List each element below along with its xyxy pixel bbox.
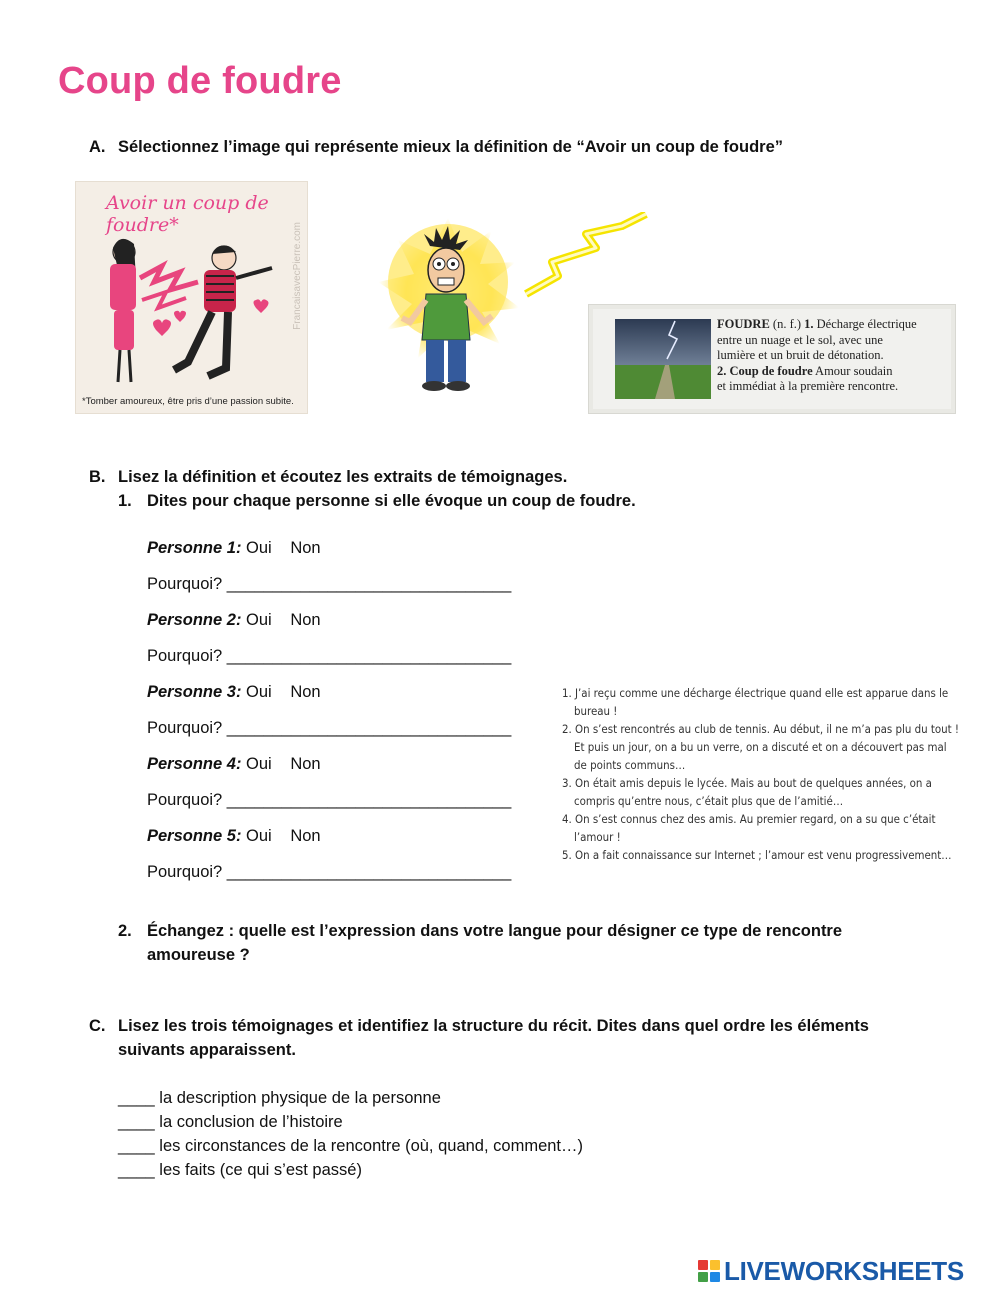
question-b2-label: 2. (118, 922, 132, 940)
order-items (118, 1086, 818, 1182)
oui-option[interactable]: Oui (246, 683, 272, 701)
person-row (147, 824, 547, 860)
liveworksheets-logo (698, 1257, 964, 1285)
person-row (147, 752, 547, 788)
def-line4-rest: Amour soudain (812, 363, 893, 378)
temoignage-item: 3. On était amis depuis le lycée. Mais au bout de quelques années, on a compris qu’entre nous, c’était plus que de l’amitié… (562, 776, 932, 808)
non-option[interactable]: Non (290, 611, 321, 629)
question-b2-line1: Échangez : quelle est l’expression dans votre langue pour désigner ce type de rencontre (147, 922, 843, 940)
temoignage-item: 2. On s’est rencontrés au club de tennis. Au début, il ne m’a pas plu du tout ! Et puis un jour, on a bu un verre, on a discuté et on a découvert pas mal de points communs… (562, 722, 960, 772)
pourquoi-line[interactable]: Pourquoi? _______________________________ (147, 575, 512, 593)
def-line1-end: Décharge électrique (813, 317, 917, 331)
person-label: Personne 2: (147, 611, 242, 629)
temoignage-item: 1. J’ai reçu comme une décharge électrique quand elle est apparue dans le bureau ! (562, 686, 949, 718)
pourquoi-line[interactable]: Pourquoi? _______________________________ (147, 791, 512, 809)
oui-option[interactable]: Oui (246, 539, 272, 557)
def-line2: entre un nuage et le sol, avec une (717, 332, 883, 347)
section-c-line2: suivants apparaissent. (118, 1041, 296, 1059)
oui-option[interactable]: Oui (246, 755, 272, 773)
section-c-line1: Lisez les trois témoignages et identifiez la structure du récit. Dites dans quel ordre les éléments (118, 1017, 869, 1035)
oui-option[interactable]: Oui (246, 827, 272, 845)
pourquoi-line[interactable]: Pourquoi? _______________________________ (147, 863, 512, 881)
section-b-question (89, 465, 969, 489)
question-b2-line2: amoureuse ? (147, 946, 250, 964)
order-item[interactable]: ____ la description physique de la personne (118, 1089, 441, 1107)
logo-text: LIVEWORKSHEETS (724, 1255, 964, 1286)
person-label: Personne 3: (147, 683, 242, 701)
def-num-1: 1. (804, 317, 814, 331)
person-row (147, 608, 547, 644)
definition-text (717, 317, 917, 395)
non-option[interactable]: Non (290, 539, 321, 557)
person-label: Personne 4: (147, 755, 242, 773)
storm-photo (615, 319, 711, 399)
non-option[interactable]: Non (290, 683, 321, 701)
logo-blocks-icon (698, 1260, 720, 1282)
section-a-question (89, 135, 969, 159)
cartoon-illustration (76, 182, 307, 413)
section-c-question (89, 1014, 969, 1062)
oui-option[interactable]: Oui (246, 611, 272, 629)
def-line5: et immédiat à la première rencontre. (717, 379, 899, 394)
section-a-text: Sélectionnez l’image qui représente mieux la définition de “Avoir un coup de foudre” (118, 138, 784, 156)
person-label: Personne 5: (147, 827, 242, 845)
question-b1-text: Dites pour chaque personne si elle évoque un coup de foudre. (147, 492, 636, 510)
order-item[interactable]: ____ les faits (ce qui s’est passé) (118, 1161, 362, 1179)
section-b-text: Lisez la définition et écoutez les extraits de témoignages. (118, 468, 568, 486)
image-option-cartoon-watermark: FrancaisavecPierre.com (292, 222, 303, 330)
pourquoi-line[interactable]: Pourquoi? _______________________________ (147, 647, 512, 665)
image-option-cartoon[interactable] (75, 181, 308, 414)
def-term: FOUDRE (717, 317, 770, 331)
pourquoi-line[interactable]: Pourquoi? _______________________________ (147, 719, 512, 737)
image-option-definition[interactable] (588, 304, 956, 414)
section-b-label: B. (89, 468, 106, 486)
non-option[interactable]: Non (290, 827, 321, 845)
page-title: Coup de foudre (58, 60, 342, 102)
question-b2 (118, 919, 968, 967)
person-row (147, 536, 547, 572)
image-option-cartoon-caption: *Tomber amoureux, être pris d’une passion subite. (82, 396, 294, 407)
section-a-label: A. (89, 138, 106, 156)
persons-list (147, 536, 547, 896)
temoignage-item: 5. On a fait connaissance sur Internet ; l’amour est venu progressivement… (562, 848, 952, 862)
def-pos: (n. f.) (769, 317, 805, 331)
def-line3: lumière et un bruit de détonation. (717, 348, 884, 363)
question-b1-label: 1. (118, 492, 132, 510)
order-item[interactable]: ____ les circonstances de la rencontre (où, quand, comment…) (118, 1137, 583, 1155)
non-option[interactable]: Non (290, 755, 321, 773)
def-term-2: 2. Coup de foudre (717, 363, 813, 378)
order-item[interactable]: ____ la conclusion de l’histoire (118, 1113, 343, 1131)
person-label: Personne 1: (147, 539, 242, 557)
temoignages-list (562, 684, 962, 864)
temoignage-item: 4. On s’est connus chez des amis. Au premier regard, on a su que c’était l’amour ! (562, 812, 936, 844)
image-option-cartoon-title: Avoir un coup de foudre* (106, 192, 269, 236)
section-c-label: C. (89, 1017, 106, 1035)
question-b1 (118, 489, 968, 513)
person-row (147, 680, 547, 716)
